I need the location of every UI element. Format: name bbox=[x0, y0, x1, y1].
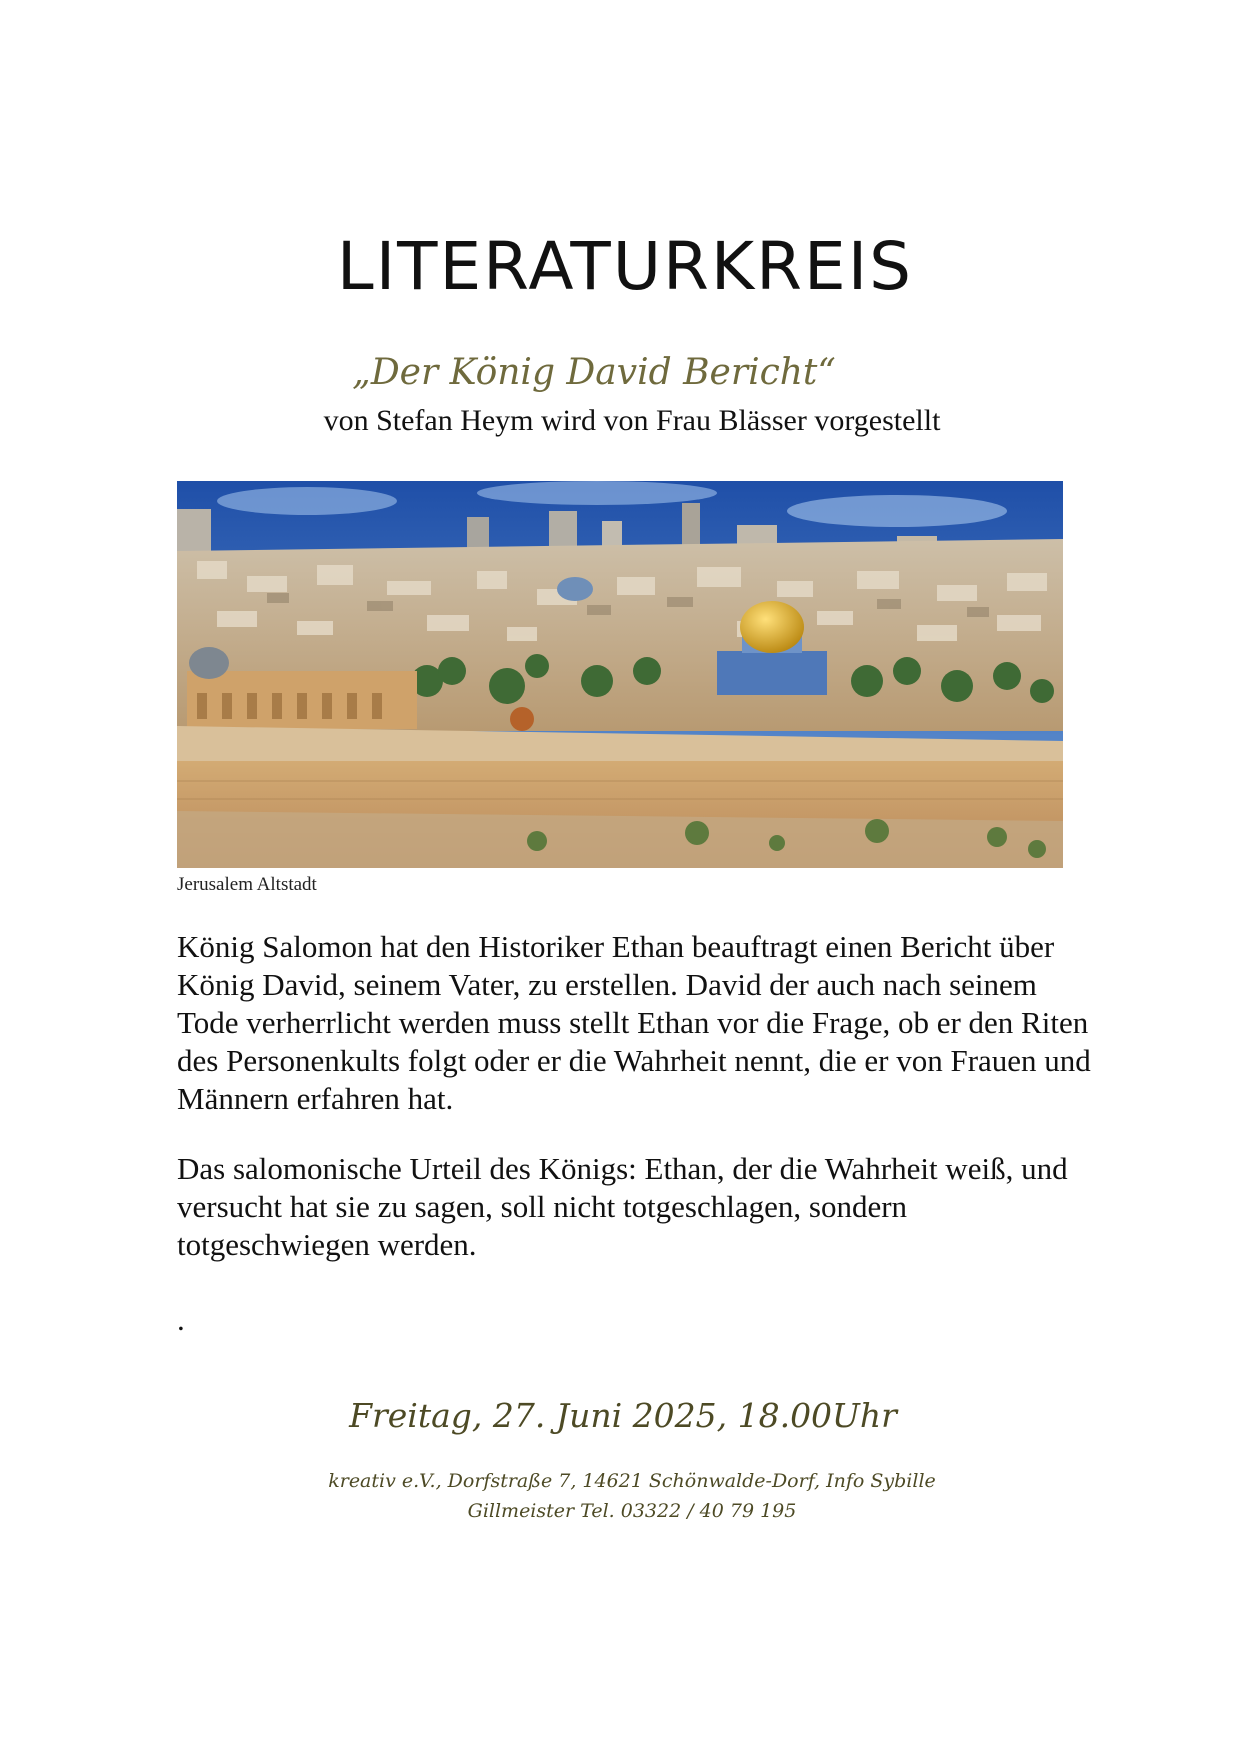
trailing-mark: . bbox=[177, 1302, 185, 1337]
contact-line-1: kreativ e.V., Dorfstraße 7, 14621 Schönwalde-Dorf, Info Sybille bbox=[328, 1470, 936, 1492]
book-title: „Der König David Bericht“ bbox=[352, 352, 836, 393]
jerusalem-photo-illustration bbox=[177, 481, 1063, 868]
contact-info bbox=[0, 1466, 1240, 1526]
description-paragraph-2: Das salomonische Urteil des Königs: Ethan, der die Wahrheit weiß, und versucht hat sie zu sagen, soll nicht totgeschlagen, sondern totgeschwiegen werden. bbox=[177, 1151, 1068, 1262]
image-caption: Jerusalem Altstadt bbox=[177, 874, 317, 895]
jerusalem-old-city-photo bbox=[177, 481, 1063, 868]
contact-line-2: Gillmeister Tel. 03322 / 40 79 195 bbox=[467, 1500, 797, 1522]
book-subtitle: von Stefan Heym wird von Frau Blässer vorgestellt bbox=[323, 404, 941, 437]
event-date: Freitag, 27. Juni 2025, 18.00Uhr bbox=[349, 1396, 897, 1435]
description-paragraph-1: König Salomon hat den Historiker Ethan beauftragt einen Bericht über König David, seinem Vater, zu erstellen. David der auch nach seinem Tode verherrlicht werden muss stellt Ethan vor die Frage, ob er den Riten des Personenkults folgt oder er die Wahrheit nennt, die er von Frauen und Männern erfahren hat. bbox=[177, 929, 1091, 1116]
page-title: LITERATURKREIS bbox=[336, 228, 914, 305]
